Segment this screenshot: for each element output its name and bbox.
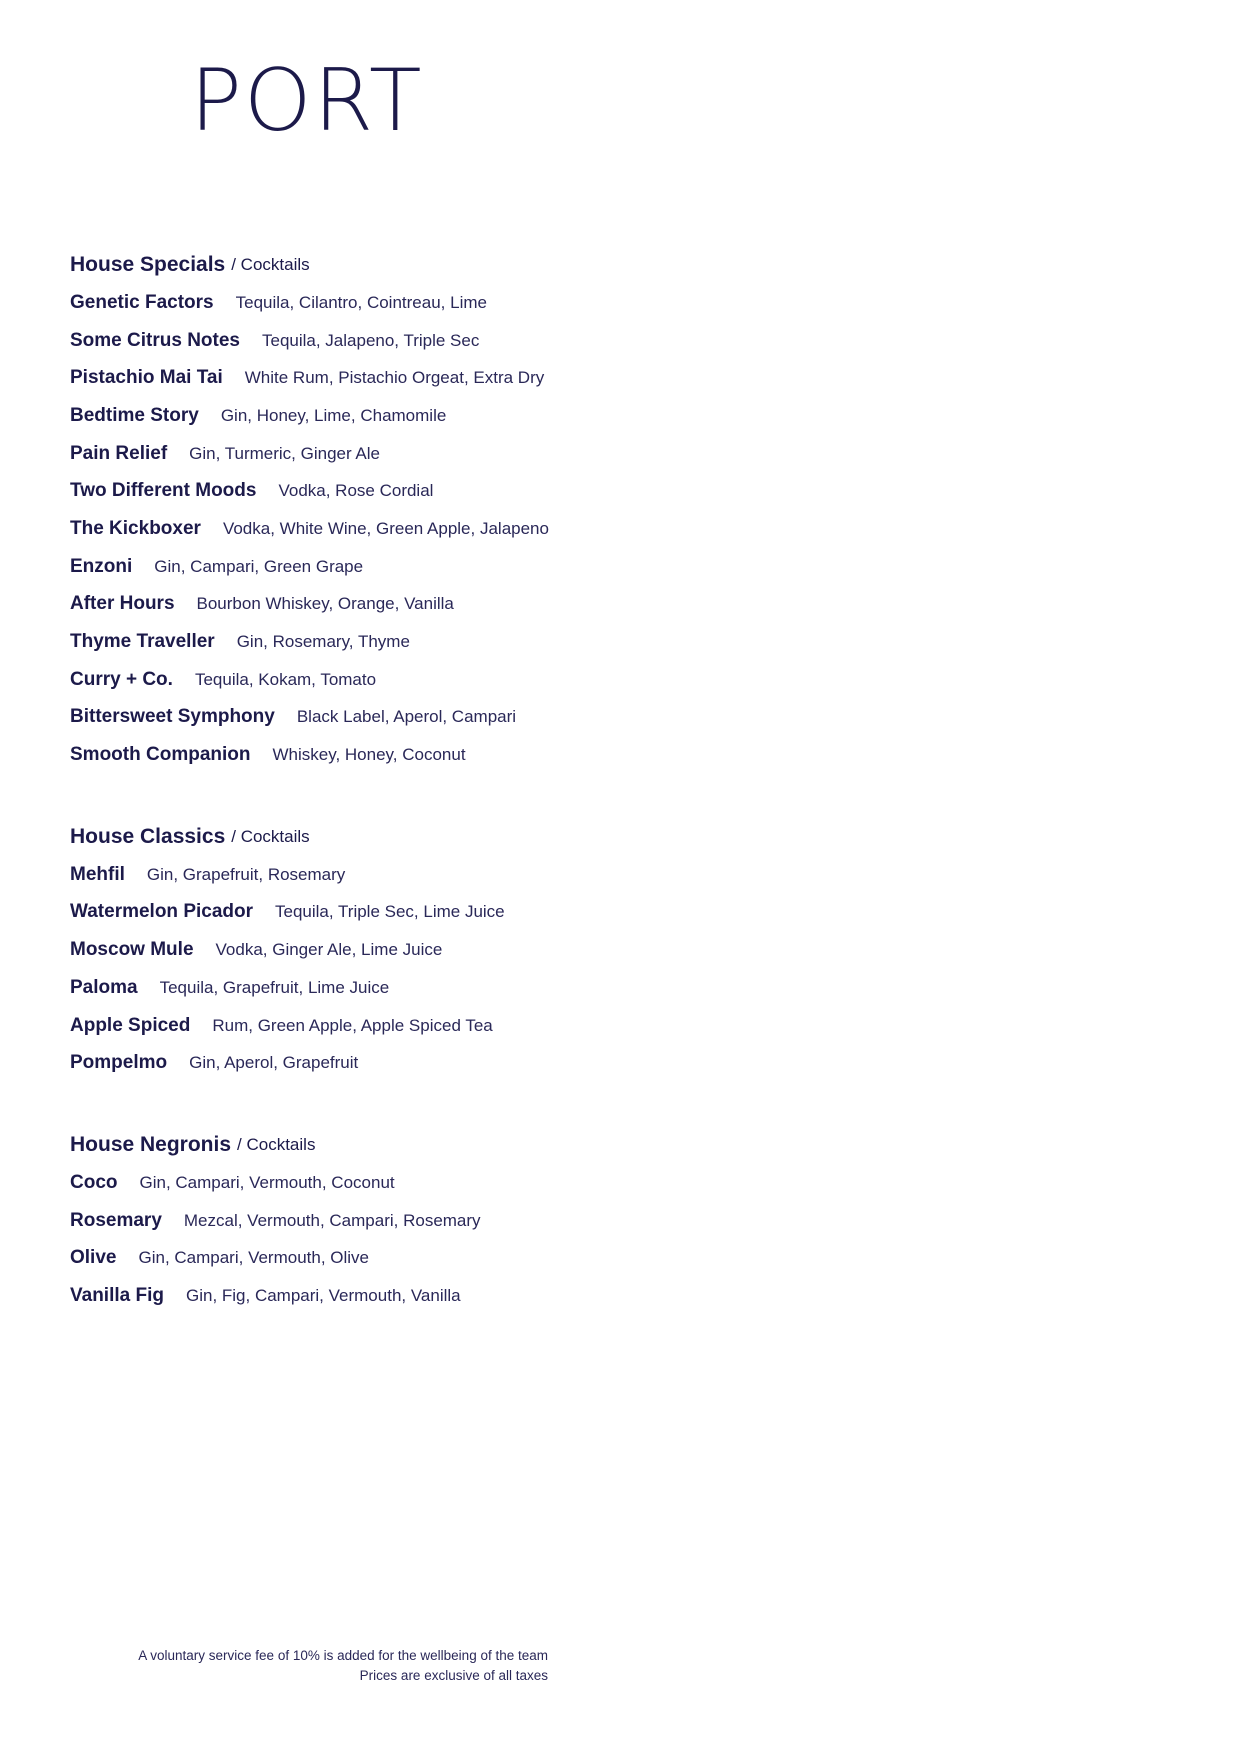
item-name: Smooth Companion [70,744,251,766]
item-description: Gin, Campari, Vermouth, Olive [138,1248,370,1268]
section-house-negronis [70,1126,710,1315]
footer-notice [138,1646,548,1686]
item-description: Gin, Campari, Vermouth, Coconut [139,1172,395,1192]
section-subtitle: / Cocktails [231,826,310,846]
menu-item [70,1202,710,1240]
menu-item [70,435,710,473]
item-description: Tequila, Triple Sec, Lime Juice [275,902,505,922]
cocktail-menu [70,246,710,1359]
item-name: Mehfil [70,863,125,885]
item-name: The Kickboxer [70,517,201,539]
item-description: Gin, Aperol, Grapefruit [189,1053,359,1073]
section-title: House Classics [70,824,226,848]
menu-item [70,623,710,661]
service-fee-note: A voluntary service fee of 10% is added for the wellbeing of the team [138,1648,548,1663]
item-description: Rum, Green Apple, Apple Spiced Tea [212,1015,493,1035]
menu-item [70,397,710,435]
item-name: Bedtime Story [70,404,199,426]
item-description: Tequila, Kokam, Tomato [194,669,377,689]
item-description: Vodka, Rose Cordial [278,481,434,501]
menu-item [70,322,710,360]
item-name: Pain Relief [70,442,168,464]
section-header [70,818,710,856]
item-description: Bourbon Whiskey, Orange, Vanilla [196,594,454,614]
item-name: Some Citrus Notes [70,329,240,351]
item-name: Paloma [70,976,138,998]
menu-item [70,1007,710,1045]
section-subtitle: / Cocktails [231,255,310,274]
item-description: Whiskey, Honey, Coconut [272,745,466,765]
item-name: Watermelon Picador [70,901,254,923]
section-subtitle: / Cocktails [237,1135,316,1155]
menu-item [70,661,710,699]
item-description: Gin, Turmeric, Ginger Ale [189,443,380,463]
tax-note: Prices are exclusive of all taxes [359,1668,548,1683]
item-description: Gin, Campari, Green Grape [154,556,364,576]
section-title: House Negronis [70,1133,232,1157]
item-description: Tequila, Cilantro, Cointreau, Lime [235,292,487,312]
item-name: Coco [70,1171,118,1193]
menu-item [70,894,710,932]
menu-item [70,1164,710,1202]
item-name: Enzoni [70,555,133,577]
item-description: White Rum, Pistachio Orgeat, Extra Dry [244,368,545,388]
item-name: Olive [70,1247,117,1269]
item-name: Thyme Traveller [70,631,215,653]
menu-item [70,586,710,624]
menu-item [70,510,710,548]
item-name: Genetic Factors [70,291,214,313]
menu-item [70,1044,710,1082]
section-title: House Specials [70,253,226,276]
item-description: Tequila, Jalapeno, Triple Sec [261,330,480,350]
item-name: Curry + Co. [70,668,173,690]
menu-item [70,699,710,737]
item-description: Vodka, White Wine, Green Apple, Jalapeno [222,518,549,538]
item-name: Rosemary [70,1209,162,1231]
item-name: Vanilla Fig [70,1284,164,1306]
item-description: Gin, Honey, Lime, Chamomile [220,405,447,425]
item-description: Gin, Grapefruit, Rosemary [146,864,346,884]
menu-item [70,1277,710,1315]
item-description: Gin, Rosemary, Thyme [236,632,410,652]
menu-item [70,969,710,1007]
menu-item [70,472,710,510]
item-description: Mezcal, Vermouth, Campari, Rosemary [183,1210,481,1230]
item-name: After Hours [70,593,175,615]
item-name: Pistachio Mai Tai [70,367,223,389]
item-description: Tequila, Grapefruit, Lime Juice [159,977,390,997]
item-name: Moscow Mule [70,939,194,961]
menu-item [70,284,710,322]
item-description: Gin, Fig, Campari, Vermouth, Vanilla [185,1285,461,1305]
menu-item [70,1239,710,1277]
section-header [70,1126,710,1164]
section-header [70,246,710,284]
item-description: Black Label, Aperol, Campari [296,707,517,727]
menu-item [70,736,710,774]
item-name: Apple Spiced [70,1014,191,1036]
item-name: Bittersweet Symphony [70,706,275,728]
menu-item [70,931,710,969]
section-house-specials [70,246,710,774]
port-logo: PORT [190,51,424,151]
item-description: Vodka, Ginger Ale, Lime Juice [215,940,443,960]
item-name: Pompelmo [70,1052,168,1074]
menu-item [70,548,710,586]
menu-item [70,856,710,894]
menu-item [70,359,710,397]
section-house-classics [70,818,710,1082]
item-name: Two Different Moods [70,480,257,502]
